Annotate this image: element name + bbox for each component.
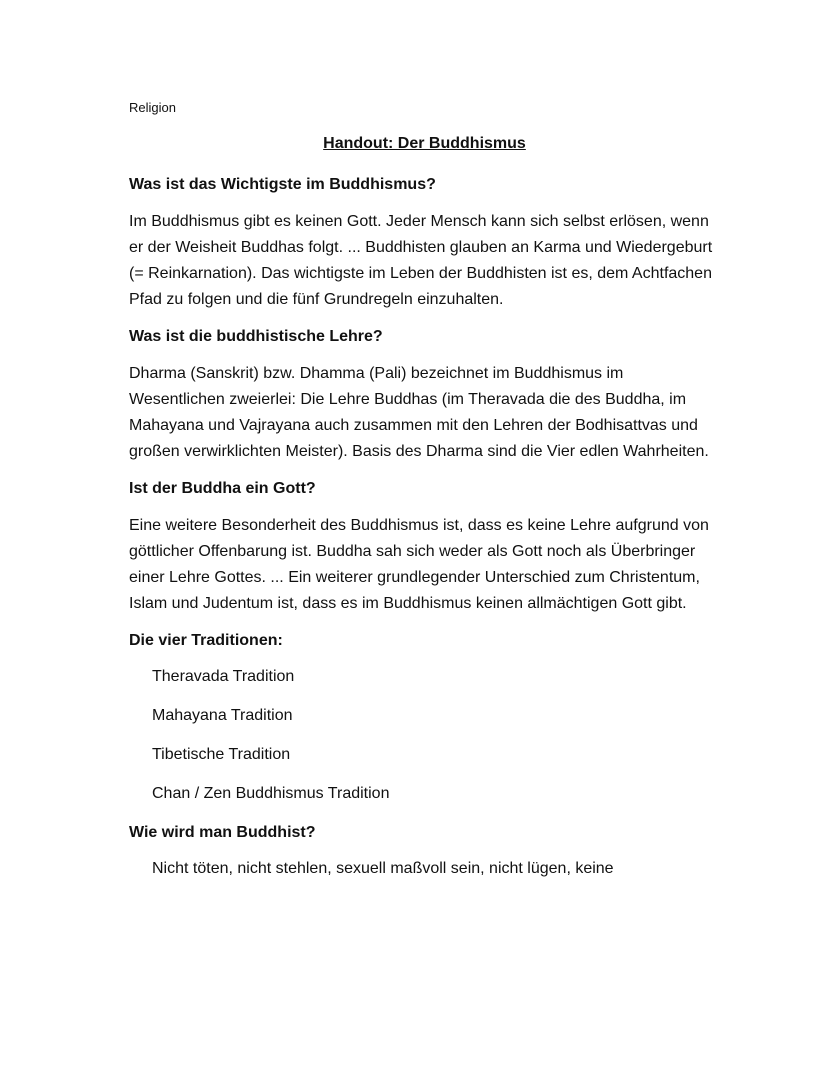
section-become-buddhist (129, 821, 719, 881)
section-body: Dharma (Sanskrit) bzw. Dhamma (Pali) bezeichnet im Buddhismus im Wesentlichen zweierlei: Die Lehre Buddhas (im Theravada die des Buddha, im Mahayana und Vajrayana auch zusammen mit den Lehren der Bodhisattvas und großen verwirklichten Meister). Basis des Dharma sind die Vier edlen Wahrheiten. (129, 365, 709, 460)
list-item: Mahayana Tradition (152, 707, 293, 724)
list-item: Chan / Zen Buddhismus Tradition (152, 785, 390, 802)
section-heading: Ist der Buddha ein Gott? (129, 480, 316, 497)
section-heading: Was ist die buddhistische Lehre? (129, 328, 383, 345)
section-heading: Die vier Traditionen: (129, 632, 283, 649)
section-body: Im Buddhismus gibt es keinen Gott. Jeder Mensch kann sich selbst erlösen, wenn er der Weisheit Buddhas folgt. ... Buddhisten glauben an Karma und Wiedergeburt (= Reinkarnation). Das wichtigste im Leben der Buddhisten ist es, dem Achtfachen Pfad zu folgen und die fünf Grundregeln einzuhalten. (129, 213, 713, 308)
section-traditions (129, 629, 719, 806)
section-buddha-god (129, 477, 719, 617)
page-title: Handout: Der Buddhismus (323, 135, 526, 152)
list-item: Theravada Tradition (152, 668, 295, 685)
section-teaching (129, 325, 719, 465)
section-most-important (129, 173, 719, 313)
traditions-list (129, 665, 719, 806)
section-body: Nicht töten, nicht stehlen, sexuell maßvoll sein, nicht lügen, keine (152, 860, 614, 877)
section-heading: Was ist das Wichtigste im Buddhismus? (129, 176, 436, 193)
section-body: Eine weitere Besonderheit des Buddhismus ist, dass es keine Lehre aufgrund von göttlicher Offenbarung ist. Buddha sah sich weder als Gott noch als Überbringer einer Lehre Gottes. ... Ein weiterer grundlegender Unterschied zum Christentum, Islam und Judentum ist, dass es im Buddhismus keinen allmächtigen Gott gibt. (129, 517, 709, 612)
document-content (129, 173, 719, 881)
list-item: Tibetische Tradition (152, 746, 291, 763)
section-heading: Wie wird man Buddhist? (129, 824, 316, 841)
subject-label: Religion (129, 100, 176, 115)
